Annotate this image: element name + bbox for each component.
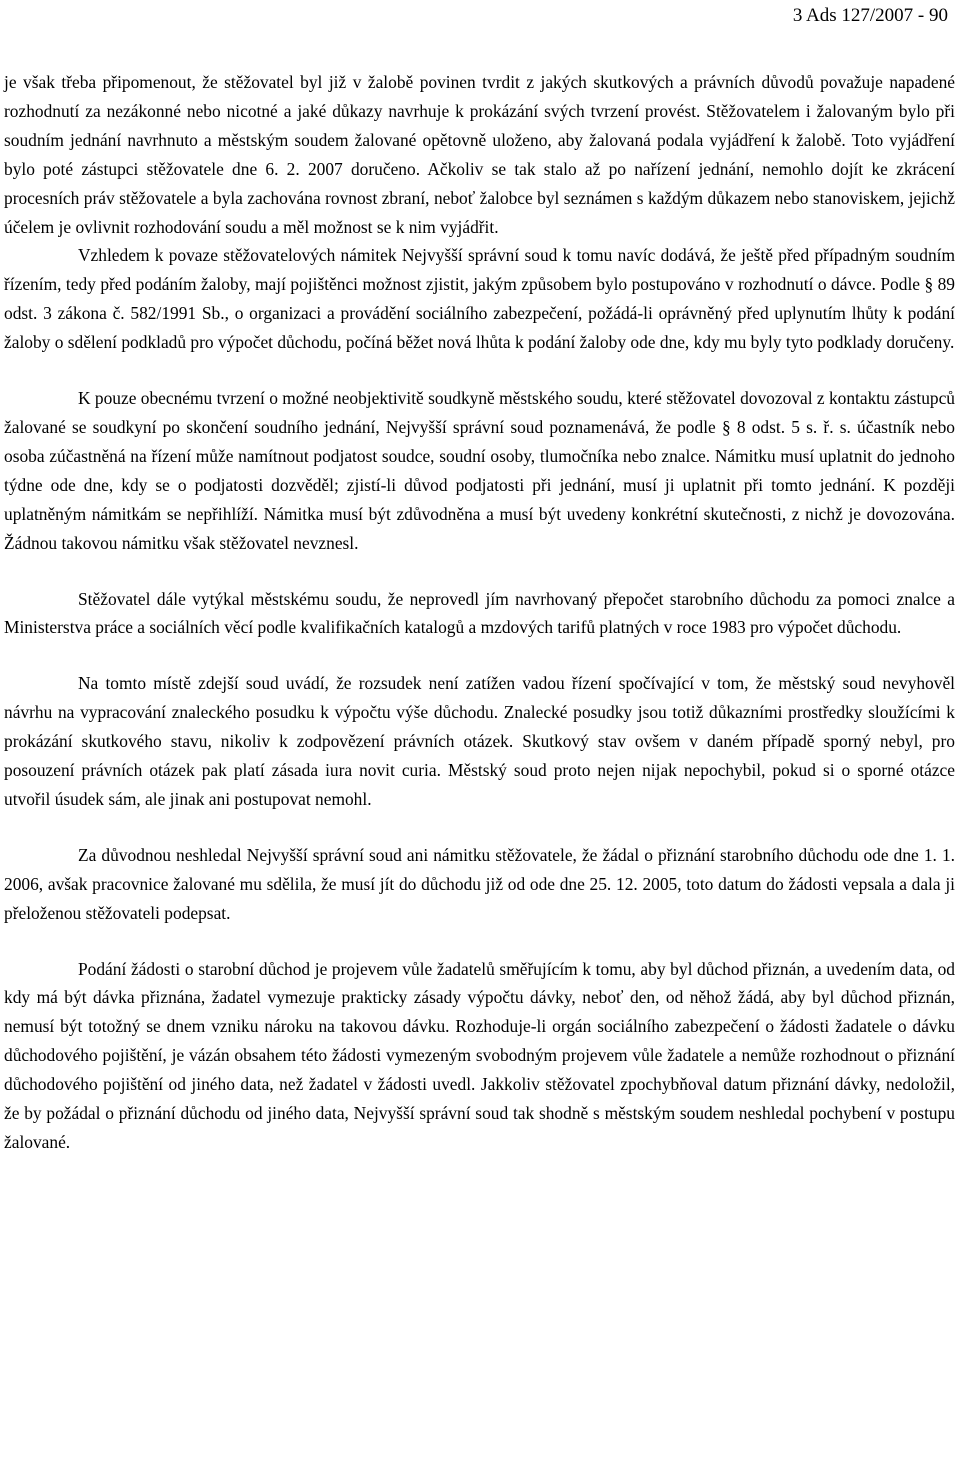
paragraph-7: Podání žádosti o starobní důchod je projevem vůle žadatelů směřujícím k tomu, aby byl důchod přiznán, a uvedením data, od kdy má být dávka přiznána, žadatel vymezuje prakticky zásady výpočtu dávky, neboť den, od něhož žádá, aby byl důchod přiznán, nemusí být totožný se dnem vzniku nároku na takovou dávku. Rozhoduje-li orgán sociálního zabezpečení o žádosti žadatele o dávku důchodového pojištění, je vázán obsahem této žádosti vymezeným svobodným projevem vůle žadatele a nemůže rozhodnout o přiznání důchodového pojištění od jiného data, než žadatel v žádosti uvedl. Jakkoliv stěžovatel zpochybňoval datum přiznání dávky, nedoložil, že by požádal o přiznání důchodu od jiného data, Nejvyšší správní soud tak shodně s městským soudem neshledal pochybení v postupu žalované. (4, 958, 955, 1152)
case-reference-header: 3 Ads 127/2007 - 90 (792, 5, 948, 26)
paragraph-6: Za důvodnou neshledal Nejvyšší správní soud ani námitku stěžovatele, že žádal o přiznání starobního důchodu ode dne 1. 1. 2006, avšak pracovnice žalované mu sdělila, že musí jít do důchodu již od ode dne 25. 12. 2005, toto datum do žádosti vepsala a dala ji přeloženou stěžovateli podepsat. (4, 844, 955, 923)
paragraph-2: Vzhledem k povaze stěžovatelových námitek Nejvyšší správní soud k tomu navíc dodává, že ještě před případným soudním řízením, tedy před podáním žaloby, mají pojištěnci možnost zjistit, jakým způsobem bylo postupováno v rozhodnutí o dávce. Podle § 89 odst. 3 zákona č. 582/1991 Sb., o organizaci a provádění sociálního zabezpečení, požádá-li oprávněný před uplynutím lhůty k podání žaloby o sdělení podkladů pro výpočet důchodu, počíná běžet nová lhůta k podání žaloby ode dne, kdy mu byly tyto podklady doručeny. (4, 245, 955, 353)
paragraph-1: je však třeba připomenout, že stěžovatel byl již v žalobě povinen tvrdit z jakých skutkových a právních důvodů považuje napadené rozhodnutí za nezákonné nebo nicotné a jaké důkazy navrhuje k prokázání svých tvrzení provést. Stěžovatelem i žalovaným bylo při soudním jednání navrhnuto a městským soudem žalované opětovně uloženo, aby žalovaná podala vyjádření k žalobě. Toto vyjádření bylo poté zástupci stěžovatele dne 6. 2. 2007 doručeno. Ačkoliv se tak stalo až po nařízení jednání, nemohlo dojít ke zkrácení procesních práv stěžovatele a byla zachována rovnost zbraní, neboť žalobce byl seznámen s každým důkazem nebo stanoviskem, jejichž účelem je ovlivnit rozhodování soudu a měl možnost se k nim vyjádřit. (4, 72, 955, 237)
paragraph-3: K pouze obecnému tvrzení o možné neobjektivitě soudkyně městského soudu, které stěžovatel dovozoval z kontaktu zástupců žalované se soudkyní po skončení soudního jednání, Nejvyšší správní soud poznamenává, že podle § 8 odst. 5 s. ř. s. účastník nebo osoba zúčastněná na řízení může namítnout podjatost soudce, soudní osoby, tlumočníka nebo znalce. Námitku musí uplatnit do jednoho týdne ode dne, kdy se o podjatosti dozvěděl; zjistí-li důvod podjatosti při jednání, musí ji uplatnit při tomto jednání. K později uplatněným námitkám se nepřihlíží. Námitka musí být zdůvodněna a musí být uvedeny konkrétní skutečnosti, z nichž je dovozována. Žádnou takovou námitku však stěžovatel nevznesl. (4, 388, 956, 553)
document-body (4, 68, 955, 1157)
paragraph-5: Na tomto místě zdejší soud uvádí, že rozsudek není zatížen vadou řízení spočívající v tom, že městský soud nevyhověl návrhu na vypracování znaleckého posudku k výpočtu výše důchodu. Znalecké posudky jsou totiž důkazními prostředky sloužícími k prokázání skutkového stavu, nikoliv k zodpovězení právních otázek. Skutkový stav ovšem v daném případě sporný nebyl, pro posouzení právních otázek pak platí zásada iura novit curia. Městský soud proto nejen nijak nepochybil, pokud si o sporné otázce utvořil úsudek sám, ale jinak ani postupovat nemohl. (4, 673, 955, 809)
paragraph-4: Stěžovatel dále vytýkal městskému soudu, že neprovedl jím navrhovaný přepočet starobního důchodu za pomoci znalce a Ministerstva práce a sociálních věcí podle kvalifikačních katalogů a mzdových tarifů platných v roce 1983 pro výpočet důchodu. (4, 588, 955, 638)
